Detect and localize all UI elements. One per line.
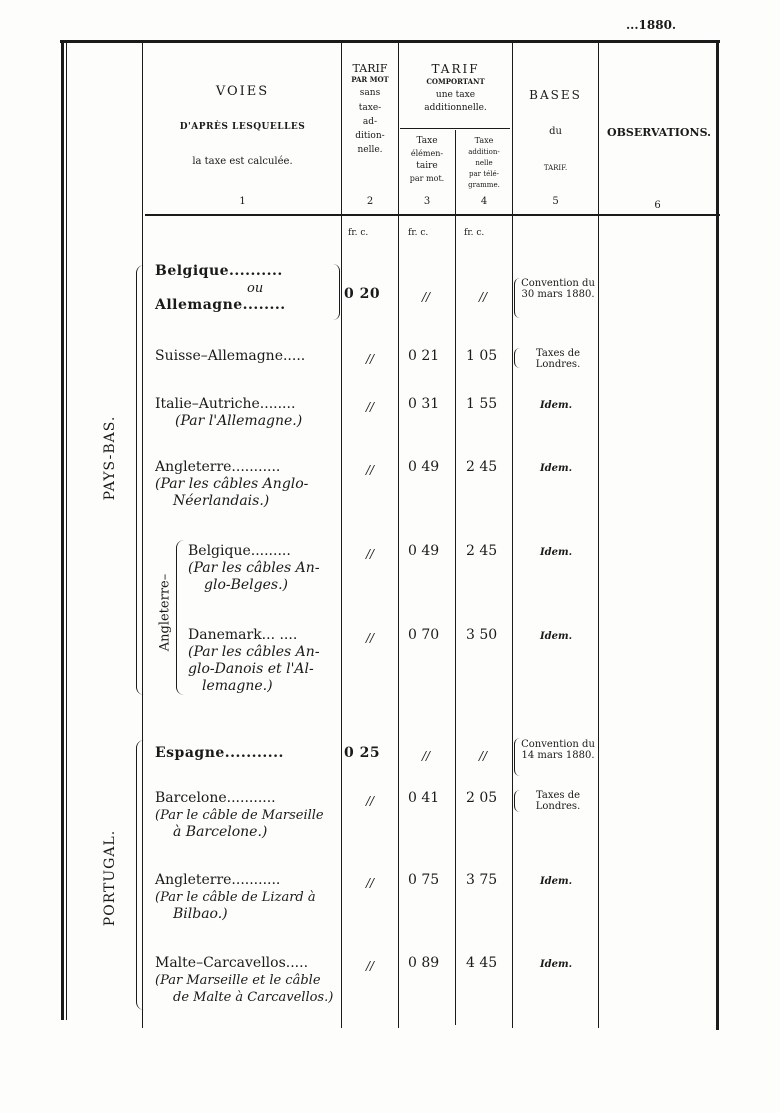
espagne-col2-value: 0 25 (344, 745, 381, 761)
belgique-col4-nil: // (479, 290, 488, 304)
col34-l2: COMPORTANT (426, 77, 485, 86)
malte-col2-nil: // (366, 959, 375, 973)
angl-belgique-col3-value: 0 49 (408, 543, 440, 559)
col5-l2: du (549, 126, 562, 137)
col6-number: 6 (654, 200, 661, 211)
row-angleterre-pt (155, 872, 345, 923)
espagne-base: Convention du 14 mars 1880. (521, 739, 595, 761)
col3-number: 3 (423, 196, 431, 207)
route-barcelone-via2: à Barcelone.) (173, 824, 268, 840)
brace-angleterre (176, 540, 185, 695)
route-angleterre-pt-via2: Bilbao.) (173, 906, 228, 922)
angleterre-pt-col2-nil: // (366, 876, 375, 890)
col-divider-3 (398, 43, 399, 1028)
col2-number: 2 (366, 196, 374, 207)
table-top-rule (60, 40, 720, 43)
col2-l7: nelle. (357, 145, 383, 155)
col34-l1: TARIF (431, 62, 480, 76)
col2-l5: ad- (362, 117, 378, 127)
row-belgique (155, 263, 345, 314)
route-angl-belgique: Belgique......... (188, 543, 291, 559)
barcelone-col3-value: 0 41 (408, 790, 440, 806)
row-italie (155, 396, 345, 430)
angl-danemark-col2-nil: // (366, 631, 375, 645)
route-angl-danemark-via1: (Par les câbles An- (188, 644, 320, 660)
outer-left-rule-2 (66, 40, 67, 1020)
row-angl-danemark (188, 627, 343, 695)
suisse-base: Taxes de Londres. (535, 348, 581, 370)
route-italie-via: (Par l'Allemagne.) (175, 413, 303, 429)
col4-l5: gramme. (468, 181, 500, 189)
col4-l4: par télé- (469, 170, 499, 178)
barcelone-col4-value: 2 05 (466, 790, 498, 806)
col4-number: 4 (480, 196, 488, 207)
row-barcelone (155, 790, 345, 841)
row-angleterre-pb (155, 459, 345, 510)
tarif-subheader-rule (400, 128, 510, 129)
angleterre-pb-col3-value: 0 49 (408, 459, 440, 475)
belgique-col3-nil: // (422, 290, 431, 304)
italie-col3-value: 0 31 (408, 396, 440, 412)
row-suisse (155, 348, 345, 365)
row-espagne (155, 745, 345, 762)
route-angleterre-pt-via1: (Par le câble de Lizard à (155, 890, 316, 905)
route-italie: Italie–Autriche........ (155, 396, 296, 412)
col2-l3: sans (359, 88, 381, 98)
angl-danemark-base: Idem. (540, 631, 573, 642)
col5-l3: TARIF. (543, 164, 568, 172)
col5-l1: BASES (529, 88, 582, 102)
route-ou: ou (247, 281, 264, 296)
route-malte-via1: (Par Marseille et le câble (155, 973, 321, 988)
angleterre-pt-base: Idem. (540, 876, 573, 887)
route-angl-danemark-via2: glo-Danois et l'Al- (188, 661, 314, 677)
route-malte: Malte–Carcavellos..... (155, 955, 309, 971)
angleterre-pb-col2-nil: // (366, 463, 375, 477)
route-suisse: Suisse–Allemagne..... (155, 348, 306, 364)
unit-col2: fr. c. (348, 228, 369, 238)
col6-title: OBSERVATIONS. (607, 126, 711, 139)
col4-l2: addition- (468, 148, 500, 156)
col2-l6: dition- (355, 131, 385, 141)
espagne-col4-nil: // (479, 749, 488, 763)
col34-l4: additionnelle. (424, 103, 487, 113)
col1-subtitle-2: la taxe est calculée. (192, 156, 293, 167)
col2-l4: taxe- (358, 103, 382, 113)
header-bottom-rule (145, 214, 720, 216)
col1-subtitle: D'APRÈS LESQUELLES (179, 122, 306, 132)
malte-col4-value: 4 45 (466, 955, 498, 971)
unit-col4: fr. c. (464, 228, 485, 238)
route-barcelone: Barcelone........... (155, 790, 276, 806)
barcelone-col2-nil: // (366, 794, 375, 808)
row-angl-belgique (188, 543, 343, 594)
angl-belgique-col2-nil: // (366, 547, 375, 561)
route-angleterre-pb-via2: Néerlandais.) (173, 493, 270, 509)
route-barcelone-via1: (Par le câble de Marseille (155, 808, 324, 823)
col1-title: VOIES (215, 84, 270, 99)
route-angleterre-pb: Angleterre........... (155, 459, 281, 475)
angl-belgique-col4-value: 2 45 (466, 543, 498, 559)
espagne-col3-nil: // (422, 749, 431, 763)
angl-danemark-col3-value: 0 70 (408, 627, 440, 643)
belgique-base: Convention du 30 mars 1880. (521, 278, 595, 300)
col4-l3: nelle (475, 159, 493, 167)
angleterre-pt-col4-value: 3 75 (466, 872, 498, 888)
italie-base: Idem. (540, 400, 573, 411)
malte-col3-value: 0 89 (408, 955, 440, 971)
col3-l4: par mot. (409, 174, 445, 183)
angleterre-pb-base: Idem. (540, 463, 573, 474)
col2-l1: TARIF (352, 62, 388, 75)
suisse-col2-nil: // (366, 352, 375, 366)
belgique-col2-value: 0 20 (344, 286, 381, 302)
italie-col2-nil: // (366, 400, 375, 414)
col3-l2: élémen- (410, 149, 444, 158)
route-allemagne: Allemagne........ (155, 297, 286, 313)
group-label-angleterre: Angleterre– (157, 573, 173, 652)
angl-danemark-col4-value: 3 50 (466, 627, 498, 643)
angleterre-pb-col4-value: 2 45 (466, 459, 498, 475)
col4-l1: Taxe (474, 136, 494, 145)
unit-col3: fr. c. (408, 228, 429, 238)
col5-number: 5 (552, 196, 559, 207)
route-angl-belgique-via2: glo-Belges.) (204, 577, 288, 593)
top-fragment: ...1880. (626, 18, 677, 32)
suisse-col4-value: 1 05 (466, 348, 498, 364)
brace-paysbas (136, 265, 145, 695)
country-label-portugal: PORTUGAL. (102, 829, 118, 927)
outer-left-rule (61, 40, 64, 1020)
route-belgique: Belgique.......... (155, 263, 283, 279)
barcelone-base: Taxes de Londres. (535, 790, 581, 812)
route-malte-via2: de Malte à Carcavellos.) (173, 990, 334, 1005)
route-angl-danemark: Danemark... .... (188, 627, 298, 643)
route-espagne: Espagne........... (155, 745, 284, 761)
malte-base: Idem. (540, 959, 573, 970)
route-angleterre-pb-via1: (Par les câbles Anglo- (155, 476, 309, 492)
angleterre-pt-col3-value: 0 75 (408, 872, 440, 888)
route-angleterre-pt: Angleterre........... (155, 872, 281, 888)
italie-col4-value: 1 55 (466, 396, 498, 412)
col3-l3: taire (416, 161, 438, 171)
route-angl-belgique-via1: (Par les câbles An- (188, 560, 320, 576)
col-divider-4 (455, 130, 456, 1025)
col3-l1: Taxe (416, 136, 438, 146)
brace-portugal (136, 740, 145, 1010)
row-malte (155, 955, 345, 1006)
country-label-paysbas: PAYS-BAS. (102, 415, 118, 501)
route-angl-danemark-via3: lemagne.) (202, 678, 273, 694)
outer-right-rule (716, 40, 719, 1030)
suisse-col3-value: 0 21 (408, 348, 440, 364)
angl-belgique-base: Idem. (540, 547, 573, 558)
col34-l3: une taxe (435, 90, 476, 100)
col-divider-6 (598, 43, 599, 1028)
col1-number: 1 (239, 196, 246, 207)
col-divider-5 (512, 43, 513, 1028)
col2-l2: PAR MOT (351, 75, 389, 84)
